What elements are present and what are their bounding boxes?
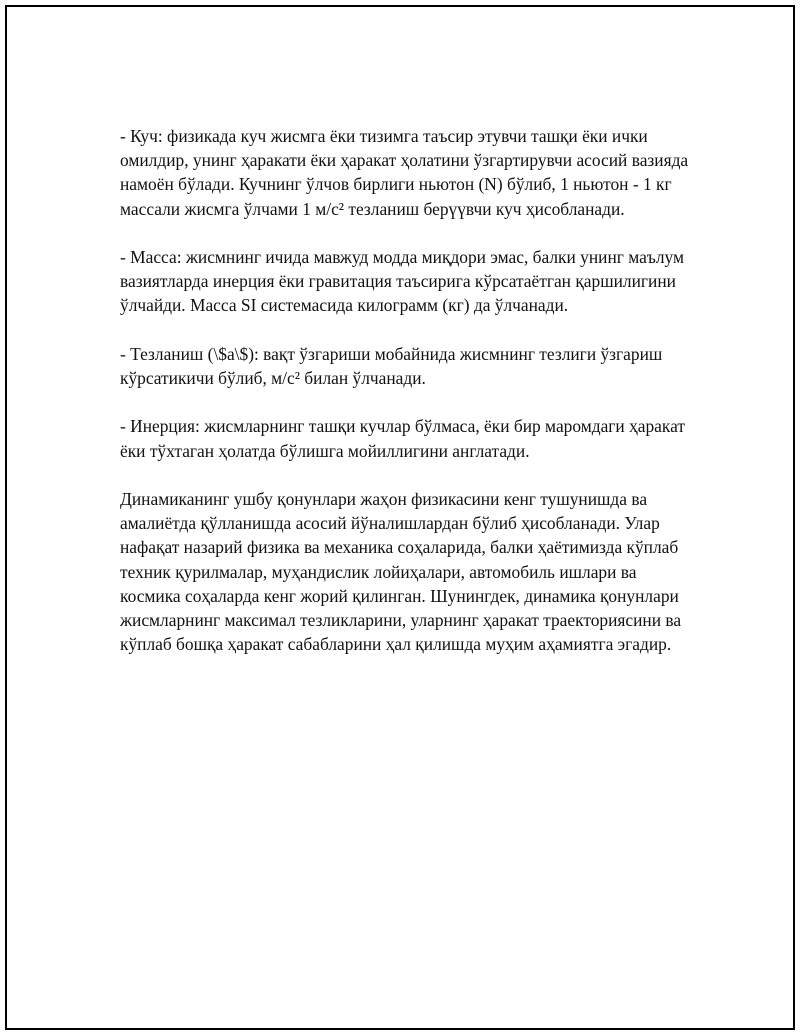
paragraph-acceleration: - Тезланиш (\$a\$): вақт ўзгариши мобайнида жисмнинг тезлиги ўзгариш кўрсатикичи бўлиб, м/с² билан ўлчанади. xyxy=(120,343,663,388)
document-page xyxy=(5,5,795,1030)
paragraph-inertia: - Инерция: жисмларнинг ташқи кучлар бўлмаса, ёки бир маромдаги ҳаракат ёки тўхтаган ҳолатда бўлишга мойиллигини англатади. xyxy=(120,416,685,461)
paragraph-conclusion: Динамиканинг ушбу қонунлари жаҳон физикасини кенг тушунишда ва амалиётда қўлланишда асосий йўналишлардан бўлиб ҳисобланади. Улар нафақат назарий физика ва механика соҳаларида, балки ҳаётимизда кўплаб техник қурилмалар, муҳандислик лойиҳалари, автомобиль ишлари ва космика соҳаларда кенг жорий қилинган. Шунингдек, динамика қонунлари жисмларнинг максимал тезликларини, уларнинг ҳаракат траекториясини ва кўплаб бошқа ҳаракат сабабларини ҳал қилишда муҳим аҳамиятга эгадир. xyxy=(120,488,682,655)
paragraph-mass: - Масса: жисмнинг ичида мавжуд модда миқдори эмас, балки унинг маълум вазиятларда инерция ёки гравитация таъсирига кўрсатаётган қаршилигини ўлчайди. Масса SI системасида килограмм (кг) да ўлчанади. xyxy=(120,247,685,316)
paragraph-force: - Куч: физикада куч жисмга ёки тизимга таъсир этувчи ташқи ёки ички омилдир, унинг ҳаракати ёки ҳаракат ҳолатини ўзгартирувчи асосий вазияда намоён бўлади. Кучнинг ўлчов бирлиги ньютон (N) бўлиб, 1 ньютон - 1 кг массали жисмга ўлчами 1 м/с² тезланиш берүүвчи куч ҳисобланади. xyxy=(120,126,689,219)
document-body xyxy=(120,124,700,656)
